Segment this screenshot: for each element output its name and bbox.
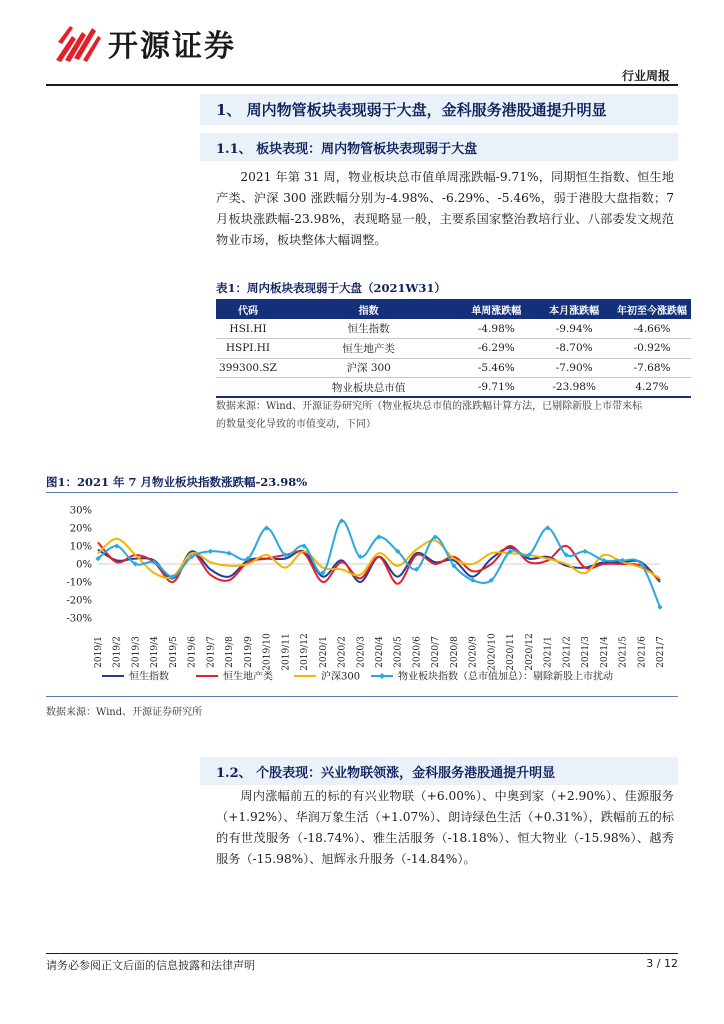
x-tick-label: 2019/3 bbox=[131, 636, 142, 668]
series-marker bbox=[208, 549, 213, 554]
y-tick-label: -10% bbox=[66, 577, 92, 589]
cell-month: -9.94% bbox=[535, 319, 613, 339]
x-tick-label: 2021/1 bbox=[543, 636, 554, 668]
series-marker bbox=[582, 549, 587, 554]
section-1-1-text: 2021 年第 31 周，物业板块总市值单周涨跌幅-9.71%，同期恒生指数、恒生地产类、沪深 300 涨跌幅分别为-4.98%、-6.29%、-5.46%，弱于港股大盘指数；7 月板块涨跌幅-23.98%，表现略显一般，主要系国家整治教培行业、八部委发文规范物业市场，板块整体大幅调整。 bbox=[216, 170, 674, 247]
cell-week: -9.71% bbox=[457, 378, 535, 398]
page-number: 3 / 12 bbox=[646, 957, 678, 970]
report-type-label: 行业周报 bbox=[621, 69, 670, 83]
x-tick-label: 2020/2 bbox=[337, 636, 348, 668]
section-1-1-heading: 1.1、 板块表现：周内物管板块表现弱于大盘 bbox=[200, 133, 678, 161]
x-tick-label: 2019/6 bbox=[187, 636, 198, 668]
figure-1-source: 数据来源：Wind、开源证券研究所 bbox=[46, 707, 203, 718]
legend-label: 沪深300 bbox=[321, 671, 361, 683]
cell-code: 399300.SZ bbox=[216, 358, 280, 378]
x-tick-label: 2019/12 bbox=[300, 633, 311, 671]
table-row bbox=[216, 358, 691, 378]
table-row bbox=[216, 339, 691, 359]
table-1-source bbox=[216, 398, 642, 434]
legend-marker bbox=[379, 673, 385, 679]
cell-week: -4.98% bbox=[457, 319, 535, 339]
y-tick-label: 30% bbox=[69, 505, 92, 517]
col-header-ytd: 年初至今涨跌幅 bbox=[613, 299, 691, 319]
x-tick-label: 2020/7 bbox=[431, 636, 442, 668]
col-header-code: 代码 bbox=[216, 299, 280, 319]
x-tick-label: 2020/8 bbox=[449, 636, 460, 668]
cell-code bbox=[216, 378, 280, 398]
x-tick-label: 2020/6 bbox=[412, 636, 423, 668]
cell-ytd: -0.92% bbox=[613, 339, 691, 359]
legend-label: 恒生地产类 bbox=[223, 671, 273, 683]
series-marker bbox=[227, 551, 232, 556]
x-tick-label: 2021/4 bbox=[599, 636, 610, 668]
section-1-1-paragraph bbox=[216, 167, 674, 251]
x-tick-label: 2020/3 bbox=[356, 636, 367, 668]
footer-divider bbox=[46, 953, 678, 954]
x-tick-label: 2019/4 bbox=[150, 636, 161, 668]
cell-code: HSPI.HI bbox=[216, 339, 280, 359]
cell-ytd: 4.27% bbox=[613, 378, 691, 398]
y-tick-label: -20% bbox=[66, 595, 92, 607]
table-1-title: 表1：周内板块表现弱于大盘（2021W31） bbox=[216, 281, 446, 295]
x-tick-label: 2019/7 bbox=[206, 636, 217, 668]
cell-month: -8.70% bbox=[535, 339, 613, 359]
brand-name: 开源证券 bbox=[108, 29, 236, 64]
cell-month: -7.90% bbox=[535, 358, 613, 378]
y-tick-label: 10% bbox=[69, 541, 92, 553]
x-tick-label: 2019/1 bbox=[94, 636, 104, 668]
x-tick-label: 2021/6 bbox=[637, 636, 648, 668]
x-tick-label: 2020/1 bbox=[318, 636, 329, 668]
x-tick-label: 2020/4 bbox=[375, 636, 385, 668]
x-tick-label: 2021/5 bbox=[618, 636, 629, 668]
figure-top-rule bbox=[46, 492, 678, 493]
cell-index: 恒生指数 bbox=[280, 319, 457, 339]
cell-index: 物业板块总市值 bbox=[280, 378, 457, 398]
table-1-source-line-1: 数据来源：Wind、开源证券研究所（物业板块总市值的涨跌幅计算方法，已剔除新股上市带来标 bbox=[216, 401, 643, 412]
series-line bbox=[98, 539, 660, 579]
legend-label: 物业板块指数（总市值加总）：剔除新股上市扰动 bbox=[398, 671, 613, 683]
footer-disclaimer: 请务必参阅正文后面的信息披露和法律声明 bbox=[46, 959, 255, 972]
legend-label: 恒生指数 bbox=[129, 671, 169, 683]
figure-1-title: 图1：2021 年 7 月物业板块指数涨跌幅-23.98% bbox=[46, 475, 308, 489]
brand-mark-icon bbox=[52, 20, 102, 66]
col-header-week: 单周涨跌幅 bbox=[457, 299, 535, 319]
x-tick-label: 2019/8 bbox=[225, 636, 236, 668]
header-divider bbox=[46, 84, 678, 86]
x-tick-label: 2019/5 bbox=[168, 636, 179, 668]
section-1-2-paragraph bbox=[216, 786, 674, 870]
cell-ytd: -4.66% bbox=[613, 319, 691, 339]
x-tick-label: 2019/9 bbox=[243, 636, 254, 668]
cell-week: -5.46% bbox=[457, 358, 535, 378]
col-header-index: 指数 bbox=[280, 299, 457, 319]
cell-code: HSI.HI bbox=[216, 319, 280, 339]
x-tick-label: 2020/5 bbox=[393, 636, 404, 668]
x-tick-label: 2020/9 bbox=[468, 636, 479, 668]
x-tick-label: 2019/2 bbox=[112, 636, 123, 668]
table-header-row bbox=[216, 299, 691, 319]
cell-ytd: -7.68% bbox=[613, 358, 691, 378]
section-1-heading: 1、 周内物管板块表现弱于大盘，金科服务港股通提升明显 bbox=[200, 94, 678, 125]
y-tick-label: 20% bbox=[69, 523, 92, 535]
figure-bottom-rule bbox=[46, 696, 678, 697]
performance-table bbox=[216, 299, 691, 398]
table-row bbox=[216, 319, 691, 339]
cell-month: -23.98% bbox=[535, 378, 613, 398]
table-1-source-line-2: 的数量变化导致的市值变动，下同） bbox=[216, 419, 376, 430]
cell-index: 沪深 300 bbox=[280, 358, 457, 378]
x-tick-label: 2019/10 bbox=[262, 633, 273, 671]
x-tick-label: 2020/12 bbox=[524, 633, 535, 671]
section-1-2-text: 周内涨幅前五的标的有兴业物联（+6.00%）、中奥到家（+2.90%）、佳源服务（+1.92%）、华润万象生活（+1.07%）、朗诗绿色生活（+0.31%），跌幅前五的标的有世茂服务（-18.74%）、雅生活服务（-18.18%）、恒大物业（-15.98%）、越秀服务（-15.98%）、旭辉永升服务（-14.84%）。 bbox=[216, 789, 674, 866]
x-tick-label: 2021/2 bbox=[562, 636, 573, 668]
x-tick-label: 2020/11 bbox=[506, 633, 517, 671]
x-tick-label: 2019/11 bbox=[281, 633, 292, 671]
y-tick-label: 0% bbox=[76, 559, 92, 571]
line-chart bbox=[46, 496, 678, 694]
x-tick-label: 2021/7 bbox=[656, 636, 666, 668]
x-tick-label: 2020/10 bbox=[487, 633, 498, 671]
series-marker bbox=[657, 605, 662, 610]
section-1-2-heading: 1.2、 个股表现：兴业物联领涨，金科服务港股通提升明显 bbox=[200, 757, 678, 785]
x-tick-label: 2021/3 bbox=[581, 636, 592, 668]
cell-week: -6.29% bbox=[457, 339, 535, 359]
y-tick-label: -30% bbox=[66, 613, 92, 625]
cell-index: 恒生地产类 bbox=[280, 339, 457, 359]
col-header-month: 本月涨跌幅 bbox=[535, 299, 613, 319]
chart-axes bbox=[66, 506, 666, 671]
chart-legend bbox=[102, 670, 613, 683]
table-row bbox=[216, 378, 691, 398]
brand-logo bbox=[52, 20, 236, 66]
